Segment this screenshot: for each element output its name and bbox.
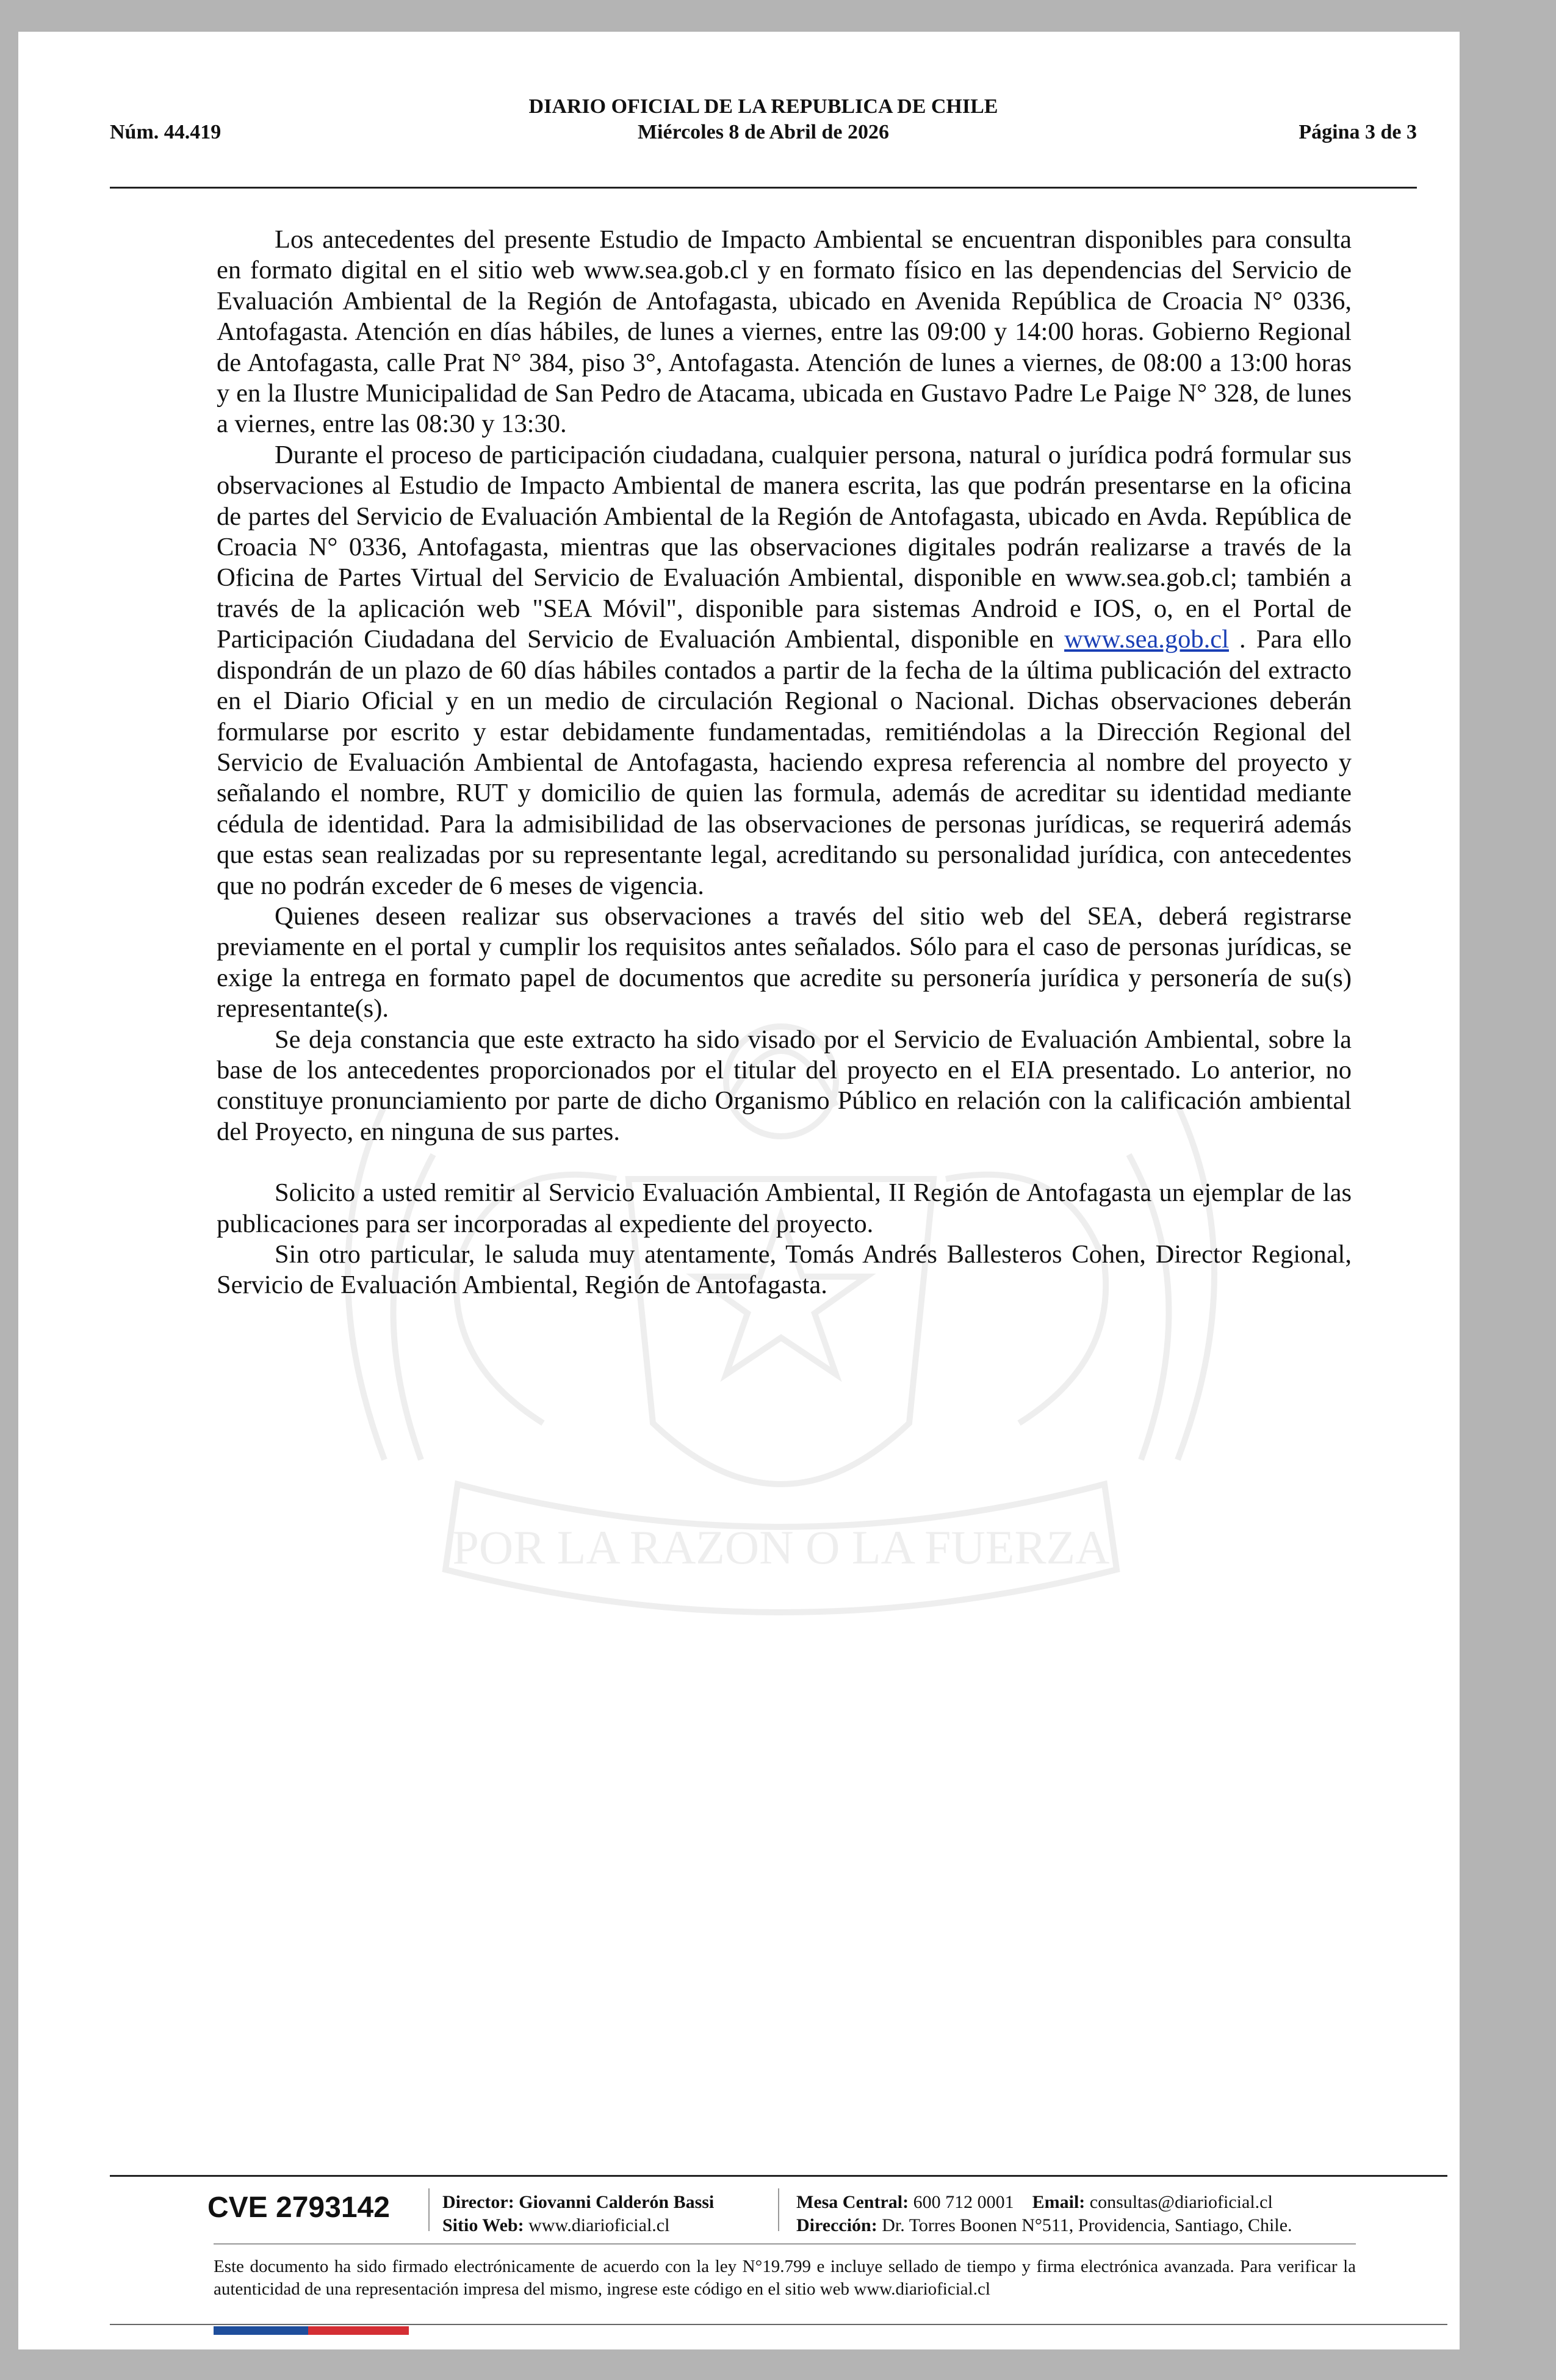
paragraph-participacion: Durante el proceso de participación ciudadana, cualquier persona, natural o jurídica podrá formular sus observaciones al Estudio de Impacto Ambiental de manera escrita, las que podrán presentarse en la oficina de partes del Servicio de Evaluación Ambiental de la Región de Antofagasta, ubicado en Avda. República de Croacia N° 0336, Antofagasta, mientras que las observaciones digitales podrán realizarse a través de la Oficina de Partes Virtual del Servicio de Evaluación Ambiental, disponible en www.sea.gob.cl; también a través de la aplicación web "SEA Móvil", disponible para sistemas Android e IOS, o, en el Portal de Participación Ciudadana del Servicio de Evaluación Ambiental, disponible en www.sea.gob.cl . Para ello dispondrán de un plazo de 60 días hábiles contados a partir de la fecha de la última publicación del extracto en el Diario Oficial y en un medio de circulación Regional o Nacional. Dichas observaciones deberán formularse por escrito y estar debidamente fundamentadas, remitiéndolas a la Dirección Regional del Servicio de Evaluación Ambiental de Antofagasta, haciendo expresa referencia al nombre del proyecto y señalando el nombre, RUT y domicilio de quien las formula, además de acreditar su identidad mediante cédula de identidad. Para la admisibilidad de las observaciones de personas jurídicas, se requerirá además que estas sean realizadas por su representante legal, acreditando su personalidad jurídica, con antecedentes que no podrán exceder de 6 meses de vigencia. [217,440,1352,900]
page-footer [110,2175,1447,2334]
flag-red-stripe [308,2326,409,2335]
paragraph-registro: Quienes deseen realizar sus observaciones a través del sitio web del SEA, deberá registrarse previamente en el portal y cumplir los requisitos antes señalados. Sólo para el caso de personas jurídicas, se exige la entrega en formato papel de documentos que acredite su personería jurídica y personería de su(s) representante(s). [217,901,1352,1023]
flag-blue-stripe [214,2326,308,2335]
page-number: Página 3 de 3 [1298,121,1417,143]
motto-text: POR LA RAZON O LA FUERZA [452,1521,1110,1574]
footer-bottom-rule [110,2324,1447,2325]
sea-link[interactable]: www.sea.gob.cl [1064,625,1229,654]
paragraph-despedida: Sin otro particular, le saluda muy atentamente, Tomás Andrés Ballesteros Cohen, Director Regional, Servicio de Evaluación Ambiental, Región de Antofagasta. [217,1240,1352,1300]
paragraph-constancia: Se deja constancia que este extracto ha sido visado por el Servicio de Evaluación Ambiental, sobre la base de los antecedentes proporcionados por el titular del proyecto en el EIA presentado. Lo anterior, no constituye pronunciamiento por parte de dicho Organismo Público en relación con la calificación ambiental del Proyecto, en ninguna de sus partes. [217,1025,1352,1146]
article-body [217,225,1352,1301]
document-page [18,32,1460,2349]
site-url: www.diarioficial.cl [528,2215,670,2235]
footer-contact-block: Mesa Central: 600 712 0001 Email: consultas@diarioficial.cl Dirección: Dr. Torres Boonen N°511, Providencia, Santiago, Chile. [796,2192,1292,2235]
phone-number: 600 712 0001 [913,2192,1014,2212]
header-divider [110,187,1417,189]
footer-separator [428,2188,430,2231]
page-header [110,95,1417,162]
footer-inner-divider [214,2243,1356,2245]
cve-code: CVE 2793142 [207,2191,390,2224]
flag-color-bar [214,2326,409,2335]
issue-date: Miércoles 8 de Abril de 2026 [637,121,890,143]
footer-director-block: Director: Giovanni Calderón Bassi Sitio Web: www.diarioficial.cl [442,2192,715,2235]
footer-divider [110,2175,1447,2177]
legal-notice: Este documento ha sido firmado electrónicamente de acuerdo con la ley N°19.799 e incluye sellado de tiempo y firma electrónica avanzada. Para verificar la autenticidad de una representación impresa del mismo, ingrese este código en el sitio web www.diarioficial.cl [214,2257,1356,2299]
footer-separator [778,2188,779,2231]
postal-address: Dr. Torres Boonen N°511, Providencia, Santiago, Chile. [882,2215,1292,2235]
email-address: consultas@diarioficial.cl [1089,2192,1273,2212]
director-name: Giovanni Calderón Bassi [519,2192,715,2212]
paragraph-solicitud: Solicito a usted remitir al Servicio Evaluación Ambiental, II Región de Antofagasta un ejemplar de las publicaciones para ser incorporadas al expediente del proyecto. [217,1178,1352,1238]
issue-number: Núm. 44.419 [110,121,222,143]
paragraph-antecedentes: Los antecedentes del presente Estudio de Impacto Ambiental se encuentran disponibles para consulta en formato digital en el sitio web www.sea.gob.cl y en formato físico en las dependencias del Servicio de Evaluación Ambiental de la Región de Antofagasta, ubicado en Avenida República de Croacia N° 0336, Antofagasta. Atención en días hábiles, de lunes a viernes, entre las 09:00 y 14:00 horas. Gobierno Regional de Antofagasta, calle Prat N° 384, piso 3°, Antofagasta. Atención de lunes a viernes, de 08:00 a 13:00 horas y en la Ilustre Municipalidad de San Pedro de Atacama, ubicada en Gustavo Padre Le Paige N° 328, de lunes a viernes, entre las 08:30 y 13:30. [217,225,1352,439]
newspaper-title: DIARIO OFICIAL DE LA REPUBLICA DE CHILE [528,95,998,118]
